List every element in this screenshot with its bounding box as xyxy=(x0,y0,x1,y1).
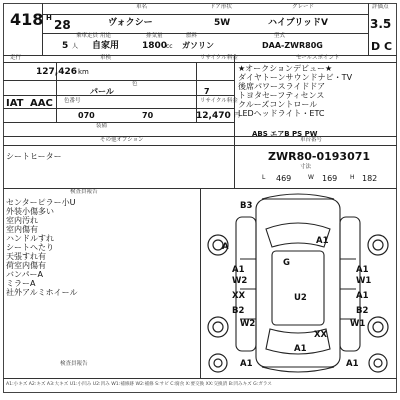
divider xyxy=(3,62,397,63)
label-usage: 用途 xyxy=(100,33,112,39)
mileage: 127,426 xyxy=(36,67,77,77)
damage-code: W2 xyxy=(240,319,256,329)
chassis-height: 182 xyxy=(362,174,378,183)
color-code: 070 xyxy=(78,111,95,120)
label-displacement: 排気量 xyxy=(146,33,163,39)
year: 28 xyxy=(54,18,71,32)
dim-mark: L xyxy=(262,174,266,181)
equipment: ABS エアB PS PW xyxy=(252,130,318,138)
label-seller-points: セールスポイント xyxy=(296,55,340,61)
grade: ハイブリッドV xyxy=(268,18,328,28)
divider xyxy=(368,3,369,55)
seats: 5 xyxy=(62,41,69,51)
damage-code: A1 xyxy=(240,359,253,369)
divider xyxy=(42,14,368,15)
divider xyxy=(3,136,397,137)
car-body-outline xyxy=(256,199,340,367)
list-item: 後席パワースライドドア xyxy=(238,82,326,91)
label-inspector-notes: 検査員報告 xyxy=(70,189,98,195)
label-fuel: 燃料 xyxy=(186,33,198,39)
roof-outline xyxy=(272,251,324,325)
wheel-hub xyxy=(373,322,383,332)
wheel-rear-right xyxy=(368,317,388,337)
list-item: 天張すれ有 xyxy=(6,252,46,261)
year-prefix: H xyxy=(46,14,52,22)
label-options: その他オプション xyxy=(100,137,144,143)
chassis-number: ZWR80-0193071 xyxy=(268,150,371,163)
damage-code: XX xyxy=(314,330,328,340)
label-size: 寸法 xyxy=(300,164,312,170)
chassis-width: 169 xyxy=(322,174,338,183)
label-door: ドア形状 xyxy=(210,4,232,10)
fuel: ガソリン xyxy=(182,41,214,50)
recycle-unit: 円 xyxy=(234,112,241,119)
inspector-notes-list xyxy=(6,198,78,297)
recycle-fee: 12,470 xyxy=(196,111,231,121)
label-color: 色 xyxy=(132,81,138,87)
damage-code: B3 xyxy=(240,201,253,211)
label-color-code: 色番号 xyxy=(64,98,81,104)
list-item: トヨタセーフティセンス xyxy=(238,91,325,100)
interior-score: D xyxy=(371,40,381,53)
list-item: バンパーA xyxy=(6,270,43,279)
damage-code: W2 xyxy=(232,276,248,286)
list-item: ダイヤトーンサウンドナビ・TV xyxy=(238,73,353,82)
list-item: ハンドルすれ xyxy=(6,234,54,243)
damage-code: W1 xyxy=(350,319,366,329)
shift: IAT xyxy=(6,98,24,109)
label-score: 評価点 xyxy=(372,4,389,10)
displacement-unit: cc xyxy=(166,43,173,50)
dim-mark: W xyxy=(308,174,314,181)
divider xyxy=(3,378,397,379)
list-item: 室内汚れ xyxy=(6,216,38,225)
damage-code: A1 xyxy=(294,344,307,354)
label-model: 車名 xyxy=(136,4,148,10)
mileage-unit: km xyxy=(78,68,89,76)
damage-code: A1 xyxy=(232,265,245,275)
damage-code: G xyxy=(283,258,290,268)
list-item: センターピラー小U xyxy=(6,198,76,207)
seats-count: 7 xyxy=(204,87,210,96)
damage-code: A1 xyxy=(356,265,369,275)
front-bumper-outline xyxy=(262,194,334,199)
wheel-front-right xyxy=(368,235,388,255)
footer-legend: A1:小キズ A2:キズ A3:大キズ U1:小凹み U2:凹み W1:補修跡 W2:補修 S:サビ C:腐食 X:要交換 XX:交換済 B:凹みキズ G:ガラス xyxy=(6,382,272,387)
list-item: ★オークションデビュー★ xyxy=(238,64,333,73)
wheel-hub xyxy=(213,322,223,332)
label-mileage-head: 走行 xyxy=(10,55,22,61)
list-item: シートへたり xyxy=(6,243,54,252)
label-chassis: 車台番号 xyxy=(300,137,323,143)
option-item: シートヒーター xyxy=(6,152,62,161)
damage-code: A xyxy=(222,242,229,252)
door-type: 5W xyxy=(214,18,231,28)
label-grade: グレード xyxy=(292,4,315,10)
score: 3.5 xyxy=(370,17,392,31)
damage-code: B2 xyxy=(356,306,369,316)
divider xyxy=(234,145,235,188)
seats-unit: 人 xyxy=(72,43,79,50)
damage-code: A1 xyxy=(316,236,329,246)
label-equipment: 装備 xyxy=(96,123,108,129)
chassis-length: 469 xyxy=(276,174,292,183)
ac: AAC xyxy=(30,98,53,109)
list-item: 外装小傷多い xyxy=(6,207,54,216)
list-item: 社外アルミホイール xyxy=(6,288,78,297)
label-inspector-report: 検査員報告 xyxy=(60,361,88,367)
model-code: DAA-ZWR80G xyxy=(262,41,323,50)
rear-bumper-outline xyxy=(262,367,334,372)
divider xyxy=(3,122,234,123)
damage-code: XX xyxy=(232,291,246,301)
wheel-rear-left xyxy=(208,317,228,337)
seller-points-list xyxy=(238,64,352,118)
label-model-code: 型式 xyxy=(274,33,286,39)
label-inspection: 車検 xyxy=(100,55,112,61)
divider xyxy=(3,80,234,81)
dim-mark: H xyxy=(350,174,355,181)
list-item: LEDヘッドライト・ETC xyxy=(238,109,325,118)
list-item: ミラーA xyxy=(6,279,36,288)
color-code-2: 70 xyxy=(142,111,154,120)
label-capacity: 乗車定員 xyxy=(76,33,99,39)
wheel-hub xyxy=(373,240,383,250)
displacement: 1800 xyxy=(142,41,168,51)
color: パール xyxy=(90,87,114,96)
exterior-score: C xyxy=(384,40,393,53)
wheel-hub xyxy=(214,359,222,367)
list-item: 室内傷有 xyxy=(6,225,38,234)
list-item: 荷室内傷有 xyxy=(6,261,46,270)
spare-wheel-left xyxy=(209,354,227,372)
door-lines-right xyxy=(340,259,356,319)
label-recycle-head: リサイクル料金 xyxy=(200,55,238,61)
damage-code: B2 xyxy=(232,306,245,316)
wheel-hub xyxy=(374,359,382,367)
divider xyxy=(3,145,397,146)
damage-code: W1 xyxy=(356,276,372,286)
lot-number: 418 xyxy=(10,10,44,29)
divider xyxy=(3,95,234,96)
damage-code: A1 xyxy=(346,359,359,369)
spare-wheel-right xyxy=(369,354,387,372)
label-recycle: リサイクル料金 xyxy=(200,98,238,104)
list-item: クルーズコントロール xyxy=(238,100,318,109)
model-name: ヴォクシー xyxy=(108,18,153,28)
damage-code: U2 xyxy=(294,293,307,303)
damage-code: A1 xyxy=(356,291,369,301)
usage: 自家用 xyxy=(92,41,120,51)
